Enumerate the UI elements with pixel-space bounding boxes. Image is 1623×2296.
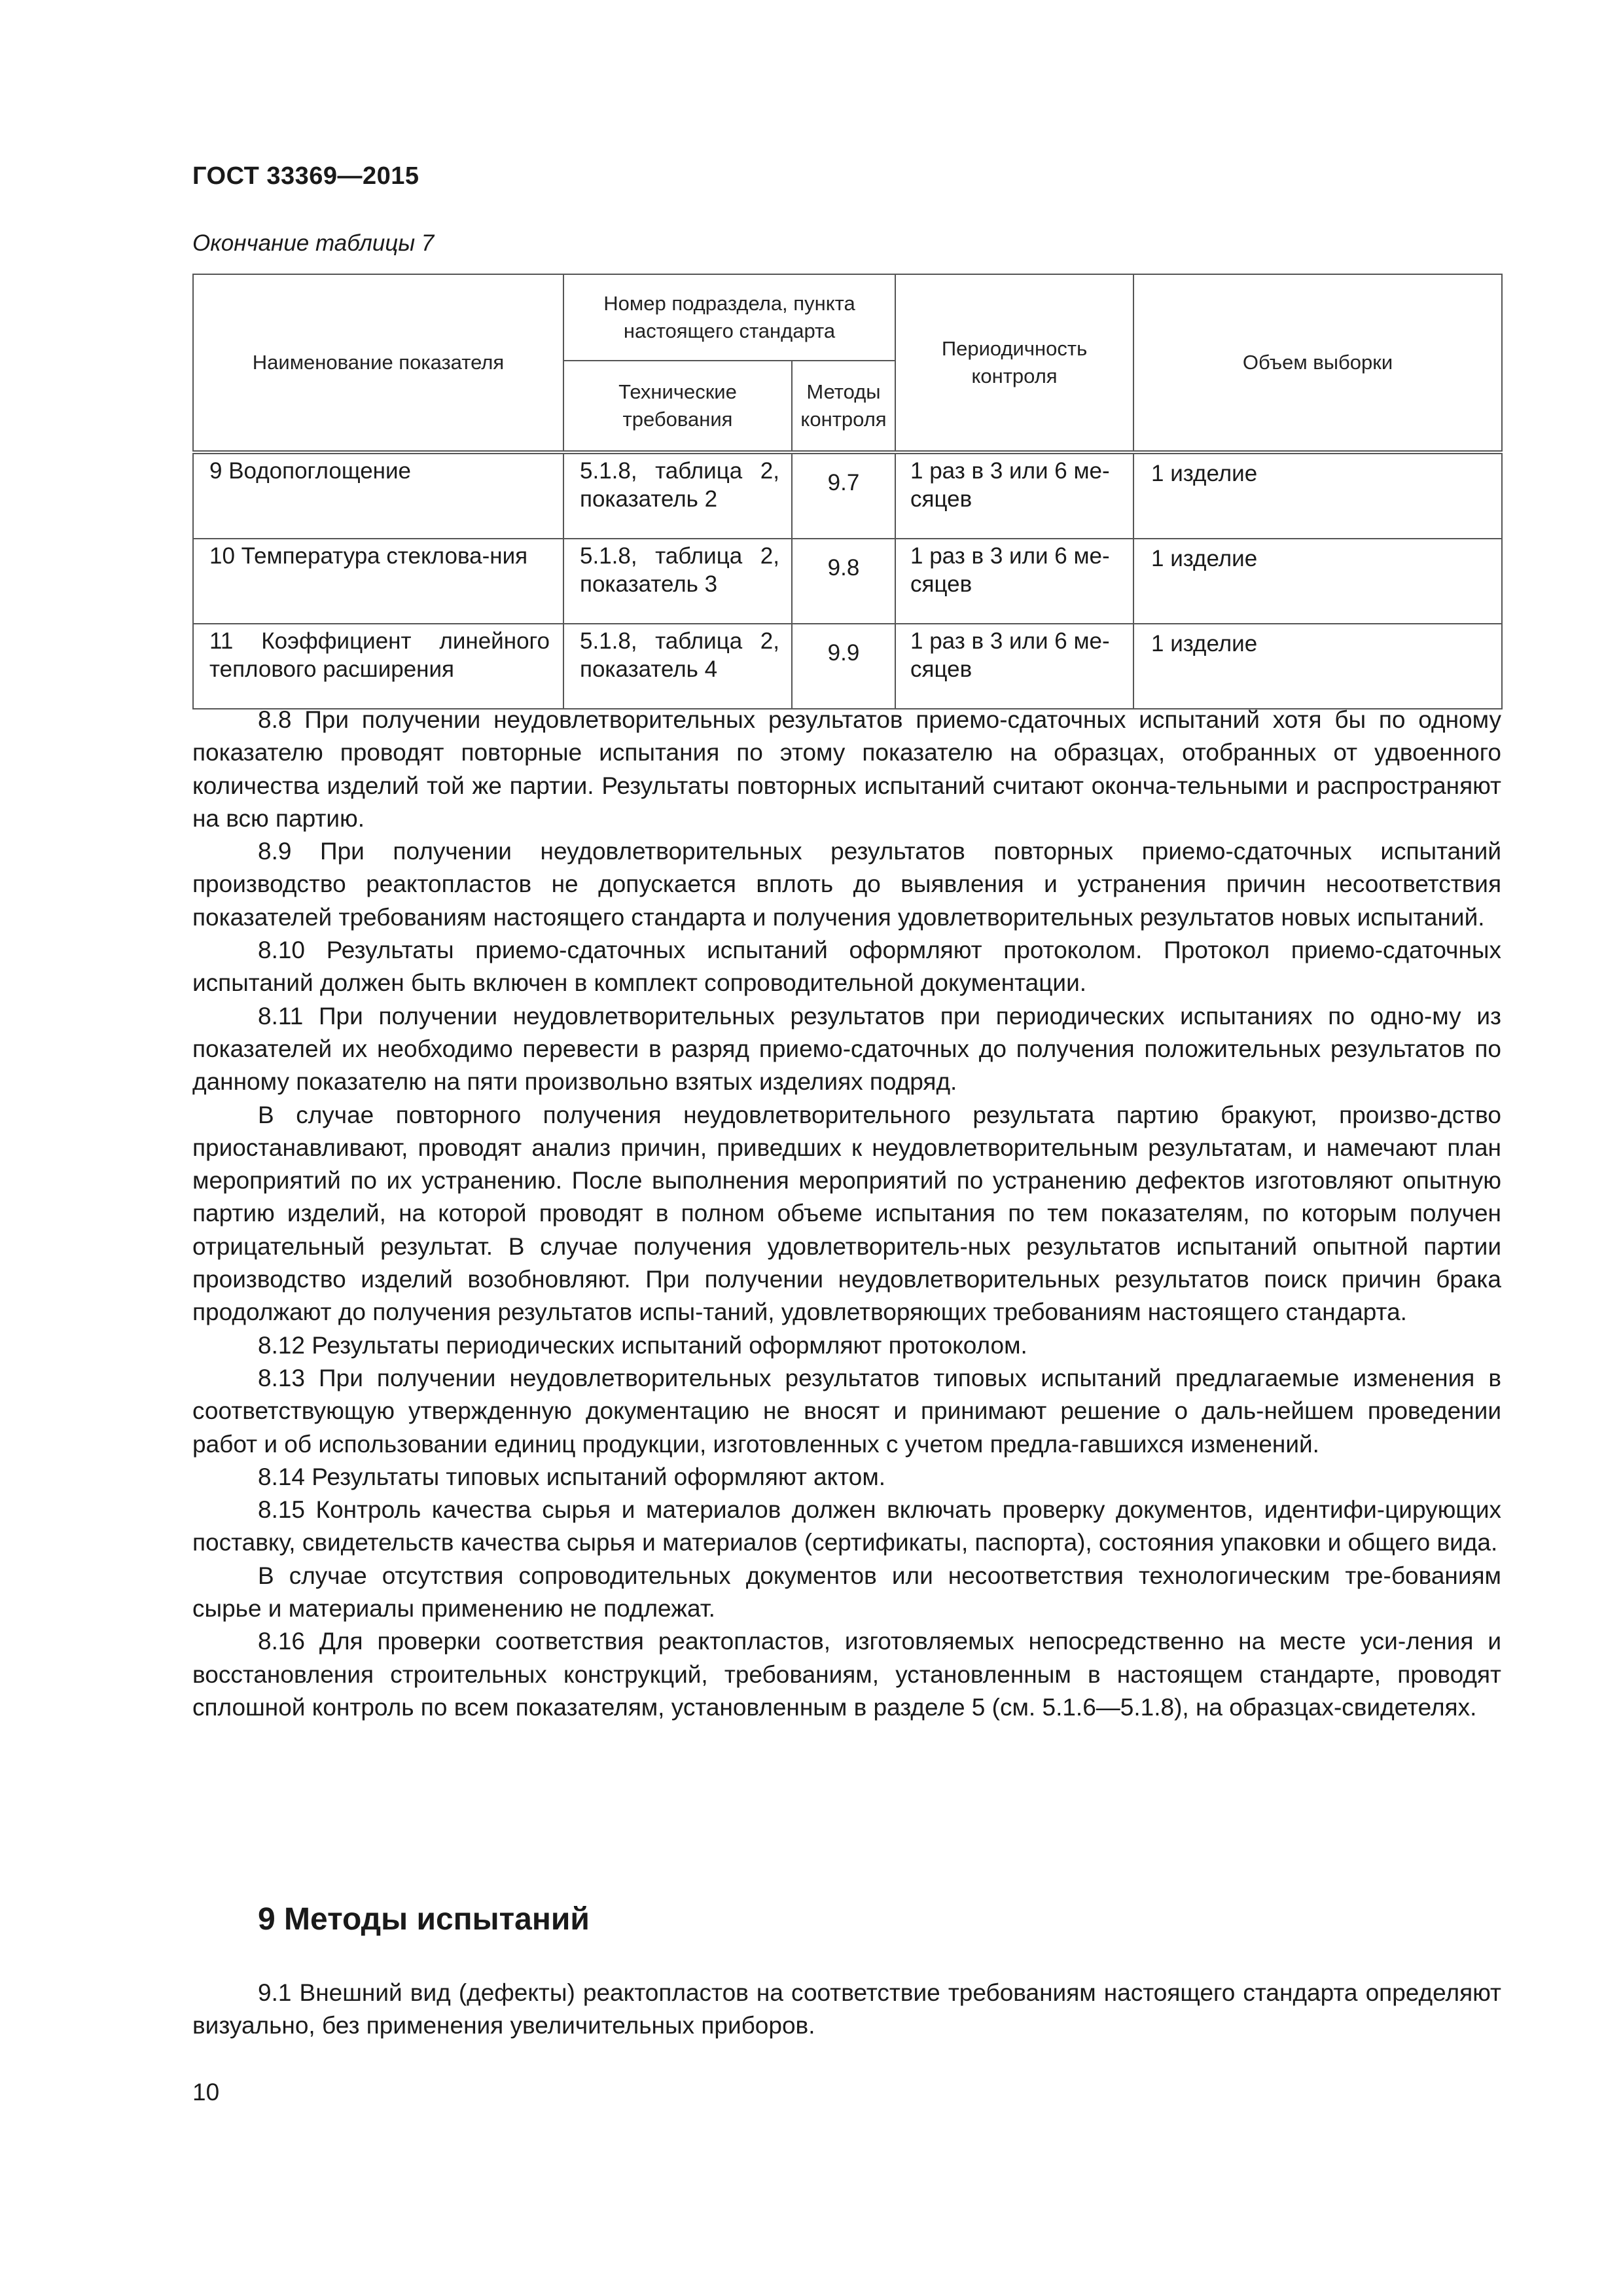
document-header: ГОСТ 33369—2015 [192, 162, 419, 190]
section-body-text [192, 1977, 1501, 2043]
specification-table [192, 274, 1503, 709]
table-row [193, 624, 1502, 709]
body-text [192, 704, 1501, 1724]
row-requirements: 5.1.8, таблица 2, показатель 3 [563, 539, 792, 624]
row-volume: 1 изделие [1133, 539, 1502, 624]
row-periodicity: 1 раз в 3 или 6 ме-сяцев [895, 539, 1133, 624]
row-requirements: 5.1.8, таблица 2, показатель 2 [563, 452, 792, 539]
table-caption: Окончание таблицы 7 [192, 230, 435, 256]
row-method: 9.9 [792, 624, 895, 709]
row-periodicity: 1 раз в 3 или 6 ме-сяцев [895, 452, 1133, 539]
paragraph-8-15-continued: В случае отсутствия сопроводительных документов или несоответствия технологическим тре-бованиям сырье и материалы применению не подлежат. [192, 1562, 1501, 1623]
table-row [193, 452, 1502, 539]
section-title: 9 Методы испытаний [258, 1902, 590, 1937]
header-section-number: Номер подраздела, пункта настоящего стандарта [563, 274, 895, 361]
header-tech-requirements: Технические требования [563, 361, 792, 452]
paragraph-8-15: 8.15 Контроль качества сырья и материалов должен включать проверку документов, идентифи-цирующих поставку, свидетельств качества сырья и материалов (сертификаты, паспорта), состояния упаковки и общего вида. [192, 1496, 1501, 1556]
row-method: 9.8 [792, 539, 895, 624]
header-periodicity: Периодичность контроля [895, 274, 1133, 452]
paragraph-8-11-continued: В случае повторного получения неудовлетворительного результата партию бракуют, произво-дство приостанавливают, проводят анализ причин, приведших к неудовлетворительным результатам, и намечают план мероприятий по их устранению. После выполнения мероприятий по устранению дефектов изготовляют опытную партию изделий, на которой проводят в полном объеме испытания по тем показателям, по которым получен отрицательный результат. В случае получения удовлетворитель-ных результатов испытаний опытной партии производство изделий возобновляют. При получении неудовлетворительных результатов поиск причин брака продолжают до получения результатов испы-таний, удовлетворяющих требованиям настоящего стандарта. [192, 1101, 1501, 1326]
row-method: 9.7 [792, 452, 895, 539]
header-indicator-name: Наименование показателя [193, 274, 563, 452]
row-indicator-name: 11 Коэффициент линейного теплового расширения [193, 624, 563, 709]
row-volume: 1 изделие [1133, 624, 1502, 709]
paragraph-8-11: 8.11 При получении неудовлетворительных результатов при периодических испытаниях по одно-му из показателей их необходимо перевести в разряд приемо-сдаточных до получения положительных результатов по данному показателю на пяти произвольно взятых изделиях подряд. [192, 1002, 1501, 1096]
table-row [193, 539, 1502, 624]
paragraph-8-10: 8.10 Результаты приемо-сдаточных испытаний оформляют протоколом. Протокол приемо-сдаточных испытаний должен быть включен в комплект сопроводительной документации. [192, 937, 1501, 997]
row-indicator-name: 10 Температура стеклова-ния [193, 539, 563, 624]
paragraph-8-8: 8.8 При получении неудовлетворительных результатов приемо-сдаточных испытаний хотя бы по одному показателю проводят повторные испытания по этому показателю на образцах, отобранных от удвоенного количества изделий той же партии. Результаты повторных испытаний считают оконча-тельными и распространяют на всю партию. [192, 706, 1501, 832]
row-periodicity: 1 раз в 3 или 6 ме-сяцев [895, 624, 1133, 709]
header-control-methods: Методы контроля [792, 361, 895, 452]
page-number: 10 [192, 2079, 220, 2106]
paragraph-8-14: 8.14 Результаты типовых испытаний оформляют актом. [258, 1463, 886, 1490]
row-requirements: 5.1.8, таблица 2, показатель 4 [563, 624, 792, 709]
row-indicator-name: 9 Водопоглощение [193, 452, 563, 539]
paragraph-8-9: 8.9 При получении неудовлетворительных результатов повторных приемо-сдаточных испытаний производство реактопластов не допускается вплоть до выявления и устранения причин несоответствия показателей требованиям настоящего стандарта и получения удовлетворительных результатов новых испытаний. [192, 838, 1501, 931]
paragraph-8-13: 8.13 При получении неудовлетворительных результатов типовых испытаний предлагаемые изменения в соответствующую утвержденную документацию не вносят и принимают решение о даль-нейшем проведении работ и об использовании единиц продукции, изготовленных с учетом предла-гавшихся изменений. [192, 1364, 1501, 1458]
header-sample-volume: Объем выборки [1133, 274, 1502, 452]
row-volume: 1 изделие [1133, 452, 1502, 539]
paragraph-9-1: 9.1 Внешний вид (дефекты) реактопластов на соответствие требованиям настоящего стандарта определяют визуально, без применения увеличительных приборов. [192, 1979, 1501, 2039]
paragraph-8-16: 8.16 Для проверки соответствия реактопластов, изготовляемых непосредственно на месте уси-ления и восстановления строительных конструкций, требованиям, установленным в настоящем стандарте, проводят сплошной контроль по всем показателям, установленным в разделе 5 (см. 5.1.6—5.1.8), на образцах-свидетелях. [192, 1628, 1501, 1721]
paragraph-8-12: 8.12 Результаты периодических испытаний оформляют протоколом. [258, 1331, 1027, 1359]
